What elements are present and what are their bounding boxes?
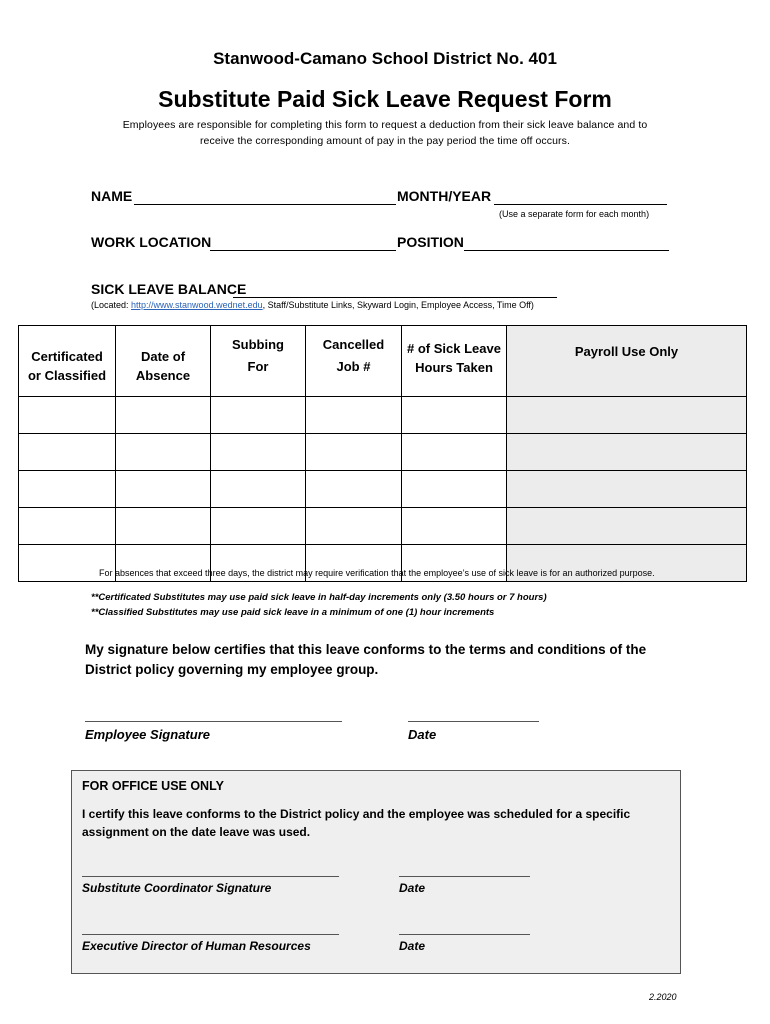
- intro-line-2: receive the corresponding amount of pay in the pay period the time off occurs.: [199, 135, 571, 147]
- certification-line-1: My signature below certifies that this leave conforms to the terms and conditions of the: [85, 642, 647, 657]
- position-field[interactable]: [464, 250, 669, 251]
- certification-text: [85, 640, 646, 680]
- district-name: Stanwood-Camano School District No. 401: [213, 49, 557, 68]
- table-cell[interactable]: [116, 397, 211, 434]
- table-cell[interactable]: [19, 397, 116, 434]
- table-header-row: [19, 326, 747, 397]
- classified-note: **Classified Substitutes may use paid sick leave in a minimum of one (1) hour increments: [91, 607, 495, 618]
- month-year-label: MONTH/YEAR: [397, 188, 492, 204]
- table-cell[interactable]: [116, 471, 211, 508]
- table-cell[interactable]: [19, 471, 116, 508]
- header-line: Cancelled: [322, 337, 385, 352]
- district-website-link[interactable]: http://www.stanwood.wednet.edu: [131, 300, 263, 310]
- table-cell[interactable]: [211, 471, 306, 508]
- office-use-box: [71, 770, 681, 974]
- intro-text: [95, 117, 675, 149]
- header-line: Certificated: [31, 349, 103, 364]
- table-cell[interactable]: [116, 508, 211, 545]
- table-row: [19, 397, 747, 434]
- table-cell[interactable]: [211, 508, 306, 545]
- payroll-cell: [507, 471, 747, 508]
- payroll-cell: [507, 434, 747, 471]
- work-location-field[interactable]: [210, 250, 396, 251]
- form-title: Substitute Paid Sick Leave Request Form: [158, 86, 612, 112]
- sick-leave-balance-field[interactable]: [233, 297, 557, 298]
- employee-signature-label: Employee Signature: [85, 727, 210, 742]
- coordinator-date-line[interactable]: [399, 876, 530, 877]
- table-cell[interactable]: [306, 397, 402, 434]
- table-cell[interactable]: [306, 471, 402, 508]
- header-line: or Classified: [27, 368, 107, 383]
- table-cell[interactable]: [211, 397, 306, 434]
- col-header-payroll: Payroll Use Only: [507, 326, 747, 397]
- employee-signature-line[interactable]: [85, 721, 342, 722]
- month-year-note: (Use a separate form for each month): [499, 209, 650, 219]
- header-line: Date of: [140, 349, 186, 364]
- office-certify-text: [82, 805, 630, 841]
- located-suffix: , Staff/Substitute Links, Skyward Login, Employee Access, Time Off): [262, 300, 534, 310]
- located-prefix: (Located:: [91, 300, 132, 310]
- name-field[interactable]: [134, 204, 396, 205]
- absence-table: [18, 325, 747, 582]
- header-line: Job #: [336, 359, 371, 374]
- header-line: # of Sick Leave: [407, 341, 501, 356]
- header-line: For: [247, 359, 269, 374]
- form-version: 2.2020: [649, 992, 677, 1002]
- col-header-hours-taken: [402, 326, 507, 397]
- table-cell[interactable]: [116, 434, 211, 471]
- payroll-cell: [507, 508, 747, 545]
- office-use-heading: FOR OFFICE USE ONLY: [82, 779, 224, 793]
- work-location-label: WORK LOCATION: [91, 234, 212, 250]
- position-label: POSITION: [397, 234, 464, 250]
- col-header-date: [116, 326, 211, 397]
- director-signature-line[interactable]: [82, 934, 339, 935]
- sick-leave-balance-label: SICK LEAVE BALANCE: [91, 281, 247, 297]
- table-cell[interactable]: [402, 434, 507, 471]
- col-header-type: [19, 326, 116, 397]
- certificated-note: **Certificated Substitutes may use paid sick leave in half-day increments only (3.50 hours or 7 hours): [91, 592, 547, 603]
- located-note: [91, 300, 534, 310]
- table-cell[interactable]: [402, 397, 507, 434]
- header-line: Hours Taken: [415, 360, 493, 375]
- coordinator-signature-line[interactable]: [82, 876, 339, 877]
- table-cell[interactable]: [211, 434, 306, 471]
- employee-date-label: Date: [408, 727, 437, 742]
- coordinator-signature-label: Substitute Coordinator Signature: [82, 881, 272, 895]
- director-signature-label: Executive Director of Human Resources: [82, 939, 311, 953]
- coordinator-date-label: Date: [399, 881, 426, 895]
- table-cell[interactable]: [19, 434, 116, 471]
- table-cell[interactable]: [402, 471, 507, 508]
- table-cell[interactable]: [306, 434, 402, 471]
- table-cell[interactable]: [19, 508, 116, 545]
- name-label: NAME: [91, 188, 133, 204]
- table-row: [19, 471, 747, 508]
- table-cell[interactable]: [306, 508, 402, 545]
- office-certify-line-1: I certify this leave conforms to the District policy and the employee was scheduled for a specific: [82, 807, 631, 821]
- header-line: Absence: [135, 368, 191, 383]
- col-header-subbing-for: [211, 326, 306, 397]
- header-line: Subbing: [232, 337, 284, 352]
- col-header-cancelled-job: [306, 326, 402, 397]
- payroll-cell: [507, 397, 747, 434]
- office-certify-line-2: assignment on the date leave was used.: [82, 825, 311, 839]
- director-date-label: Date: [399, 939, 426, 953]
- table-cell[interactable]: [402, 508, 507, 545]
- month-year-field[interactable]: [494, 204, 667, 205]
- certification-line-2: District policy governing my employee group.: [85, 662, 379, 677]
- verification-note: For absences that exceed three days, the district may require verification that the employee’s use of sick leave is for an authorized purpose.: [99, 568, 655, 578]
- employee-date-line[interactable]: [408, 721, 539, 722]
- table-row: [19, 434, 747, 471]
- table-row: [19, 508, 747, 545]
- intro-line-1: Employees are responsible for completing this form to request a deduction from their sick leave balance and to: [122, 119, 648, 131]
- director-date-line[interactable]: [399, 934, 530, 935]
